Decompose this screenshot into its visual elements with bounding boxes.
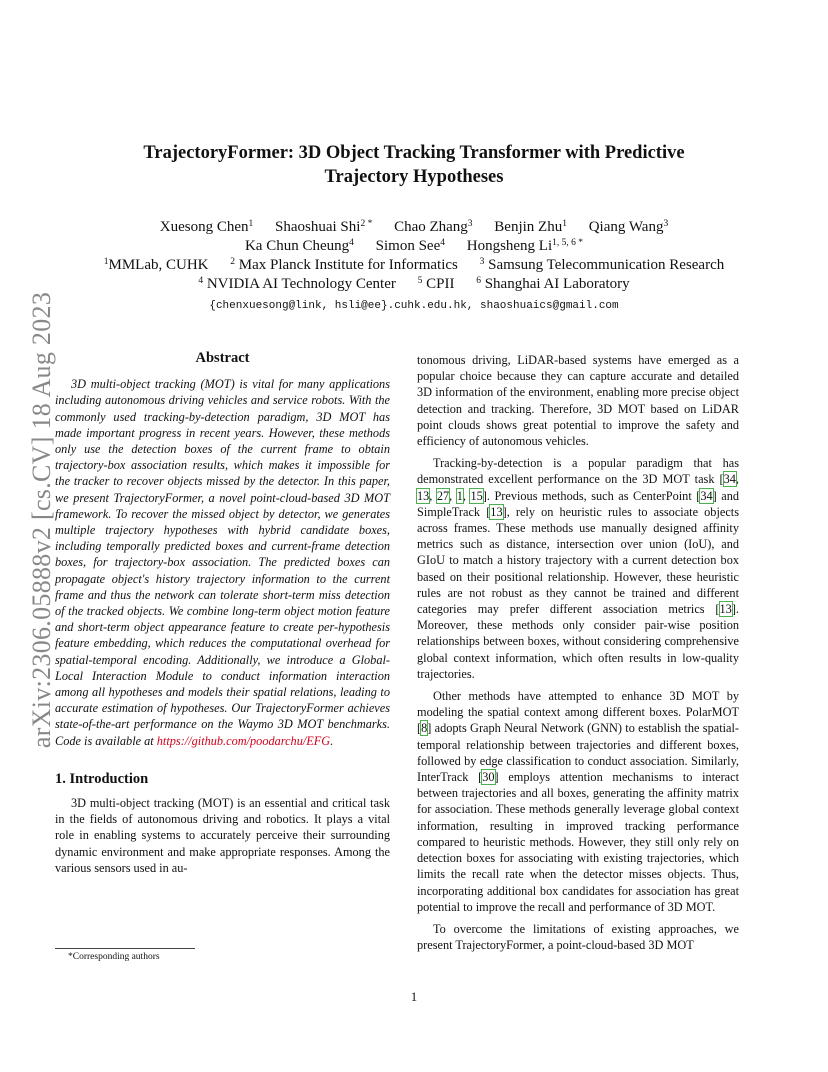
affiliation: CPII	[426, 276, 455, 292]
text: ] and SimpleTrack [	[417, 488, 739, 519]
affiliation-sup: 4	[198, 276, 204, 286]
left-column	[55, 350, 390, 882]
citation-link[interactable]: 1	[456, 488, 463, 503]
author: Hongsheng Li	[466, 238, 553, 254]
author: Ka Chun Cheung	[244, 238, 350, 254]
footnote-divider	[55, 948, 195, 949]
footnote: *Corresponding authors	[68, 952, 160, 962]
text: ]. Previous methods, such as CenterPoint [	[482, 488, 701, 503]
citation-link[interactable]: 8	[421, 721, 428, 736]
author: Simon See	[375, 238, 441, 254]
affiliation-sup: 3	[479, 257, 485, 267]
affiliation-sup: 1	[103, 257, 109, 267]
abstract-end: .	[330, 733, 334, 748]
arxiv-id: arXiv:2306.05888v2 [cs.CV] 18 Aug 2023	[27, 291, 56, 749]
citation-link[interactable]: 15	[470, 488, 483, 503]
affiliation: Shanghai AI Laboratory	[484, 276, 630, 292]
text: ] adopts Graph Neural Network (GNN) to establish the spatial-temporal relationship between trajectories and different boxes, followed by edge classification to conduct association. Similarly, InterTrack [	[417, 721, 739, 785]
affiliation: Max Planck Institute for Informatics	[238, 257, 458, 273]
author: Benjin Zhu	[494, 219, 563, 235]
author: Chao Zhang	[394, 219, 468, 235]
title-line-2: Trajectory Hypotheses	[324, 167, 504, 187]
citation-link[interactable]: 34	[723, 472, 736, 487]
paragraph: tonomous driving, LiDAR-based systems have emerged as a popular choice because they can capture accurate and detailed 3D information of the environment, enabling more precise object detection and tracking. Therefore, 3D MOT based on LiDAR point clouds shows great potential to improve the safety and efficiency of autonomous vehicles.	[417, 353, 739, 449]
author-sup: 4	[440, 238, 445, 248]
author-sup: 2 *	[360, 219, 373, 229]
text: Other methods have attempted to enhance 3D MOT by modeling the spatial context among different boxes. PolarMOT [	[417, 689, 739, 736]
paragraph: Tracking-by-detection is a popular paradigm that has demonstrated excellent performance on the 3D MOT task [34, 13, 27, 1, 15]. Previous methods, such as CenterPoint [34] and SimpleTrack [13], rely on heuristic rules to associate objects across frames. These methods use manually designed affinity metrics such as distance, intersection over union (IoU), and GIoU to match a history trajectory with a current detection box based on their positional relationship. However, these heuristic rules are not robust as they cannot be trained and different categories may prefer different association metrics [13]. Moreover, these methods only consider pair-wise position relationships between boxes, without considering comprehensive global context information, which often results in low-quality trajectories.	[417, 456, 739, 681]
paragraph	[417, 688, 739, 915]
affiliation-sup: 6	[476, 276, 481, 286]
author-sup: 1, 5, 6 *	[552, 238, 584, 248]
citation-link[interactable]: 30	[482, 770, 495, 785]
author-sup: 4	[349, 238, 354, 248]
citation-link[interactable]: 13	[719, 602, 732, 617]
author-sup: 1	[248, 219, 254, 229]
affiliation-row-1	[60, 256, 768, 275]
author: Qiang Wang	[588, 219, 664, 235]
text: Tracking-by-detection is a popular paradigm that has demonstrated excellent performance on the 3D MOT task [	[417, 456, 739, 487]
title-line-1: TrajectoryFormer: 3D Object Tracking Transformer with Predictive	[143, 143, 685, 163]
affiliation-sup: 5	[417, 276, 423, 286]
author-sup: 1	[562, 219, 567, 229]
text: ] employs attention mechanisms to interact between trajectories and all boxes, generating the affinity matrix for association. These methods generally leverage global context information, resulting in improved tracking performance compared to heuristic methods. However, they still only rely on detection boxes for associating with existing trajectories, which limits the recall rate when the detector misses objects. Thus, incorporating additional box candidates for association has great potential to improve the recall and performance of 3D MOT.	[417, 770, 740, 914]
text: ], rely on heuristic rules to associate objects across frames. These methods use manually designed affinity metrics such as distance, intersection over union (IoU), and GIoU to match a history trajectory with a current detection box based on their positional relationship. However, these heuristic rules are not robust as they cannot be trained and different categories may prefer different association metrics [	[417, 504, 739, 617]
code-link[interactable]: https://github.com/poodarchu/EFG	[156, 733, 331, 748]
author-emails: {chenxuesong@link, hsli@ee}.cuhk.edu.hk, shaoshuaics@gmail.com	[209, 300, 619, 312]
intro-paragraph: 3D multi-object tracking (MOT) is an essential and critical task in the fields of autonomous driving and robotics. It plays a vital role in enabling systems to accurately perceive their surrounding dynamic environment and make appropriate responses. Among the various sensors used in au-	[55, 796, 390, 875]
author-block	[60, 218, 768, 316]
right-column	[417, 352, 739, 959]
paper-title	[80, 141, 748, 189]
abstract-heading: Abstract	[195, 350, 250, 366]
citation-link[interactable]: 34	[700, 488, 713, 503]
citation-link[interactable]: 27	[436, 488, 450, 503]
citation-link[interactable]: 13	[417, 488, 430, 503]
text: ]. Moreover, these methods only consider pair-wise position relationships between boxes, without considering comprehensive global context information, which often results in low-quality trajectories.	[417, 602, 739, 681]
author: Shaoshuai Shi	[275, 219, 361, 235]
author-row-1	[60, 218, 768, 237]
paragraph: To overcome the limitations of existing approaches, we present TrajectoryFormer, a point-cloud-based 3D MOT	[417, 921, 739, 953]
affiliation: Samsung Telecommunication Research	[488, 257, 725, 273]
author-sup: 3	[467, 219, 473, 229]
author-row-2	[60, 237, 768, 256]
affiliation: NVIDIA AI Technology Center	[206, 276, 396, 292]
section-heading-introduction: 1. Introduction	[55, 770, 149, 787]
affiliation-sup: 2	[230, 257, 235, 267]
page-number: 1	[410, 990, 418, 1004]
author: Xuesong Chen	[159, 219, 249, 235]
citation-link[interactable]: 13	[490, 504, 503, 519]
author-sup: 3	[663, 219, 669, 229]
affiliation-row-2	[60, 275, 768, 294]
abstract-body	[55, 376, 390, 749]
affiliation: MMLab, CUHK	[108, 257, 209, 273]
abstract-text: 3D multi-object tracking (MOT) is vital for many applications including autonomous driving vehicles and service robots. With the commonly used tracking-by-detection paradigm, 3D MOT has made important progress in recent years. However, these methods only use the detection boxes of the current frame to obtain trajectory-box association results, which makes it impossible for the tracker to recover objects missed by the detector. In this paper, we present TrajectoryFormer, a novel point-cloud-based 3D MOT framework. To recover the missed object by detector, we generates multiple trajectory hypotheses with hybrid candidate boxes, including temporally predicted boxes and current-frame detection boxes, for trajectory-box association. The predicted boxes can propagate object's history trajectory information to the current frame and thus the network can tolerate short-term miss detection of the tracked objects. We combine long-term object motion feature and short-term object appearance feature to create per-hypothesis feature embedding, which reduces the computational overhead for spatial-temporal encoding. Additionally, we introduce a Global-Local Interaction Module to conduct information interaction among all hypotheses and models their spatial relations, leading to accurate estimation of hypotheses. Our TrajectoryFormer achieves state-of-the-art performance on the Waymo 3D MOT benchmarks. Code is available at	[55, 377, 390, 748]
